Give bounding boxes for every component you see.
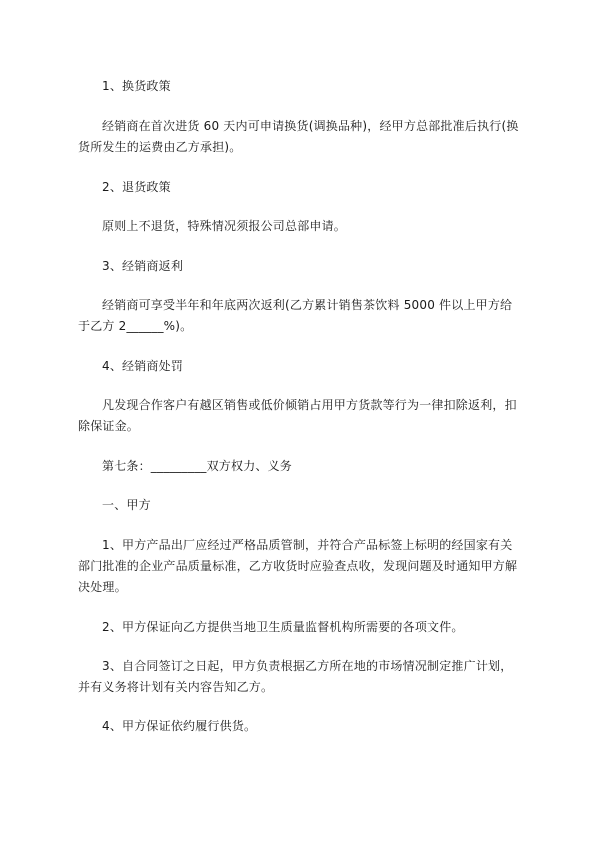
paragraph-party-a-item-2: 2、甲方保证向乙方提供当地卫生质量监督机构所需要的各项文件。 [102,620,464,634]
section-heading-dealer-rebate: 3、经销商返利 [102,259,184,273]
paragraph-dealer-rebate: 经销商可享受半年和年底两次返利(乙方累计销售茶饮料 5000 件以上甲方给于乙方 2______%)。 [78,298,513,333]
paragraph-party-a-item-3: 3、自合同签订之日起，甲方负责根据乙方所在地的市场情况制定推广计划，并有义务将计划有关内容告知乙方。 [78,659,513,694]
paragraph-party-a-item-1: 1、甲方产品出厂应经过严格品质管制，并符合产品标签上标明的经国家有关部门批准的企业产品质量标准，乙方收货时应验查点收，发现问题及时通知甲方解决处理。 [78,538,518,594]
paragraph-dealer-penalty: 凡发现合作客户有越区销售或低价倾销占用甲方货款等行为一律扣除返利，扣除保证金。 [78,398,517,433]
section-heading-exchange-policy: 1、换货政策 [102,79,171,93]
paragraph-party-a-item-4: 4、甲方保证依约履行供货。 [102,719,257,733]
section-heading-return-policy: 2、退货政策 [102,180,171,194]
paragraph-exchange-policy: 经销商在首次进货 60 天内可申请换货(调换品种)，经甲方总部批准后执行(换货所发生的运费由乙方承担)。 [78,119,519,154]
party-a-heading: 一、甲方 [102,498,151,512]
paragraph-return-policy: 原则上不退货，特殊情况须报公司总部申请。 [102,219,347,233]
section-heading-dealer-penalty: 4、经销商处罚 [102,359,184,373]
article-seven-heading: 第七条：_________双方权力、义务 [102,459,293,473]
